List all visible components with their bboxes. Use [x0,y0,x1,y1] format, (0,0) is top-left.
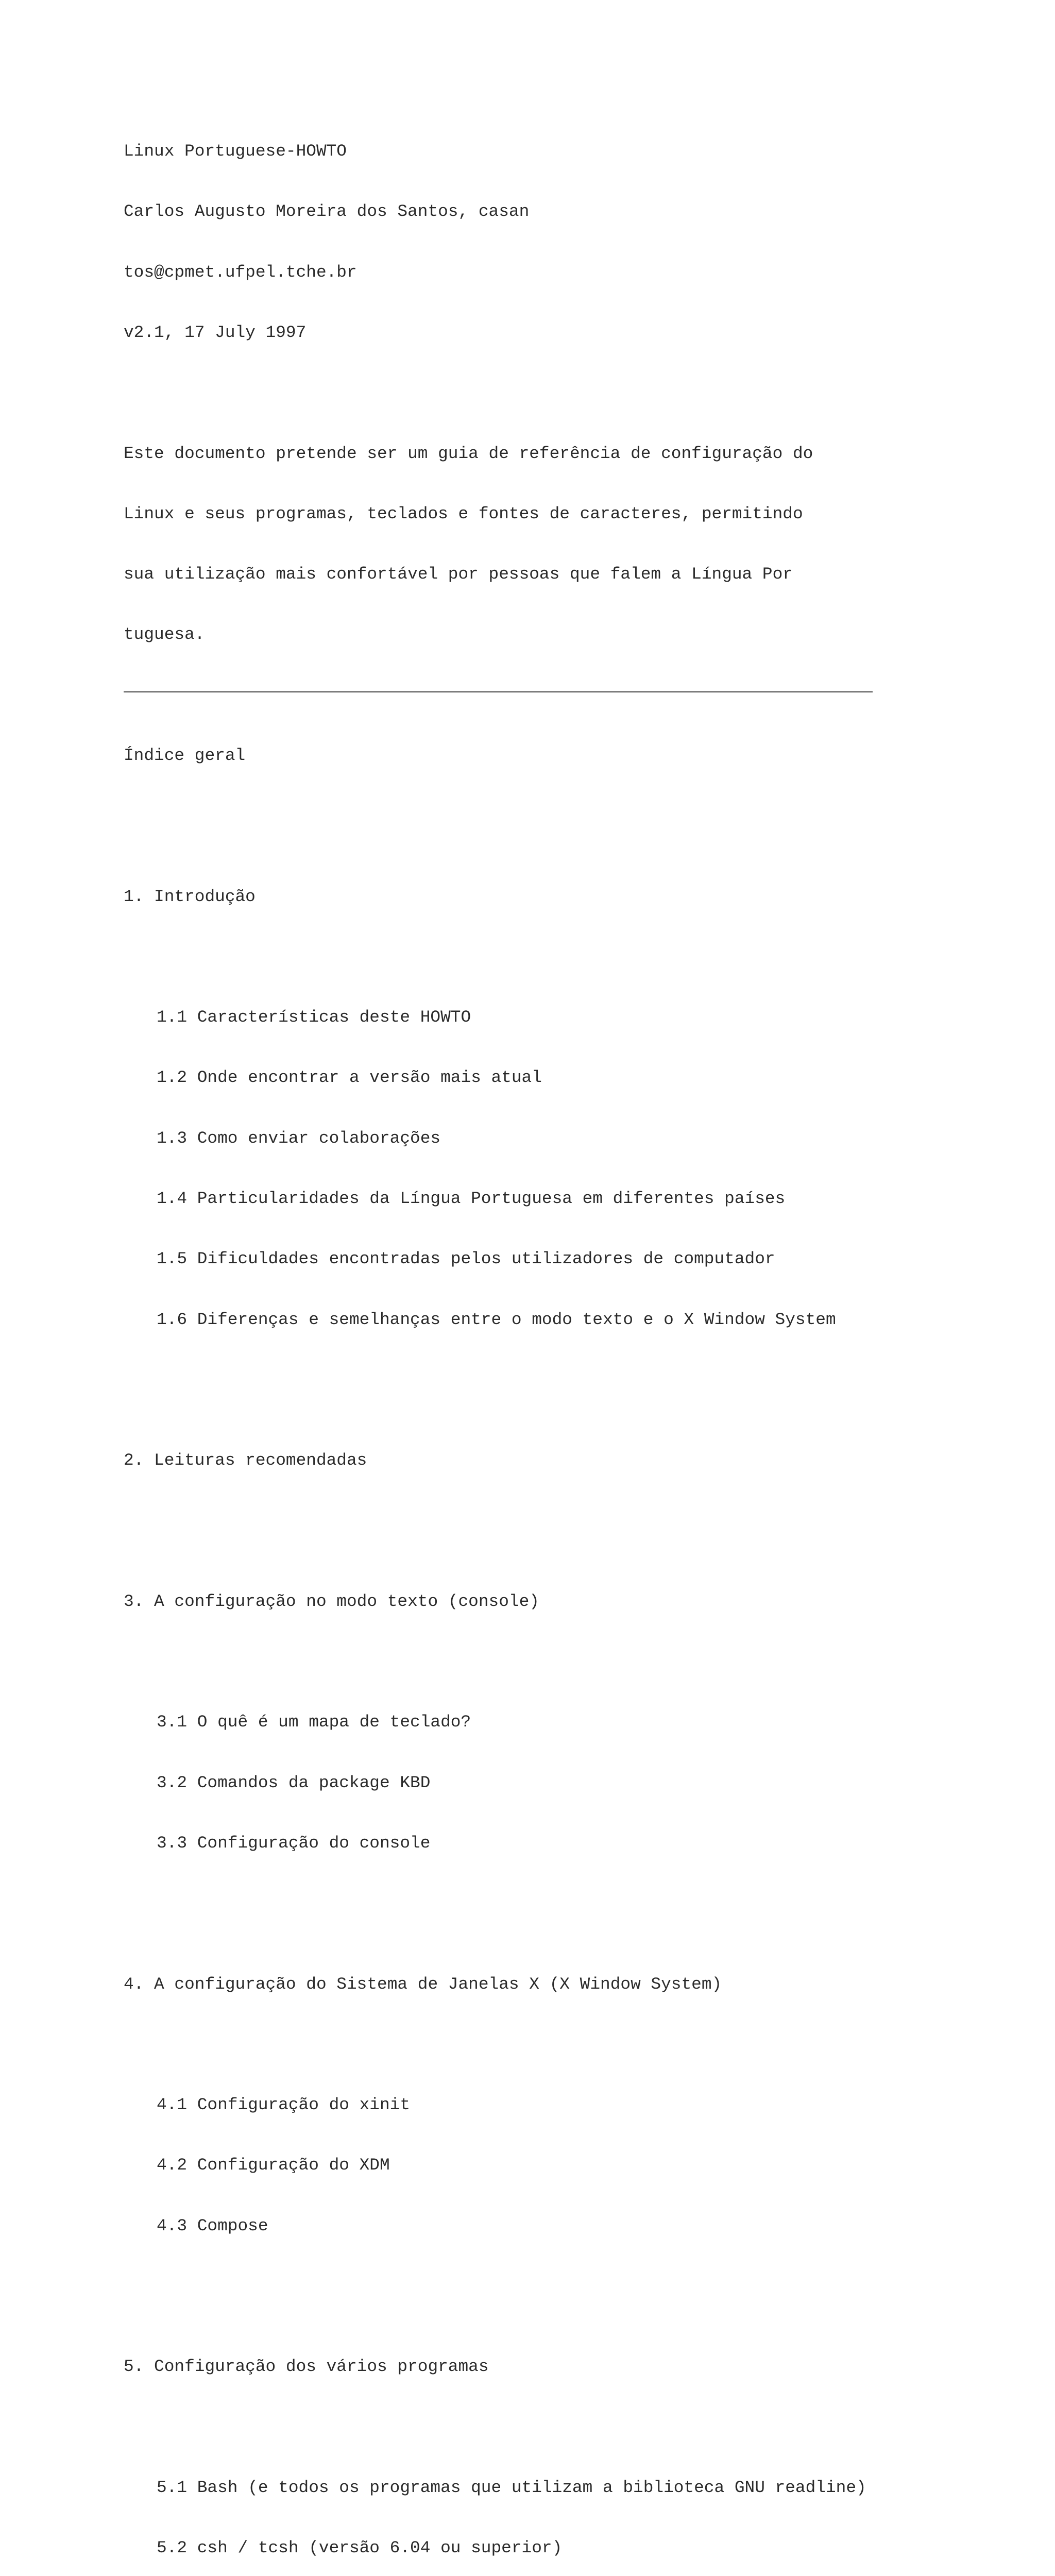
toc-section: 1. Introdução [124,887,256,906]
blank-line [124,1652,1020,1672]
toc-item: 4.3 Compose [157,2216,268,2235]
author-line: Carlos Augusto Moreira dos Santos, casan [124,202,530,222]
toc-heading: Índice geral [124,745,246,765]
toc-section: 4. A configuração do Sistema de Janelas X (X Window System) [124,1974,722,1994]
abstract-line: tuguesa. [124,625,205,645]
toc-item: 5.1 Bash (e todos os programas que utilizam a biblioteca GNU readline) [157,2478,866,2497]
toc-item: 1.5 Dificuldades encontradas pelos utilizadores de computador [157,1249,775,1269]
abstract-line: sua utilização mais confortável por pessoas que falem a Língua Por [124,565,793,584]
blank-line [124,383,1020,403]
toc-item: 3.1 O quê é um mapa de teclado? [157,1713,471,1732]
toc-item: 1.6 Diferenças e semelhanças entre o modo texto e o X Window System [157,1310,836,1329]
blank-line [124,2417,1020,2437]
toc-item: 1.4 Particularidades da Língua Portuguesa em diferentes países [157,1189,786,1208]
toc-section: 3. A configuração no modo texto (console) [124,1591,539,1611]
blank-line [124,1370,1020,1390]
blank-line [124,947,1020,967]
toc-item: 4.2 Configuração do XDM [157,2156,390,2175]
blank-line [124,1893,1020,1913]
blank-line [124,1511,1020,1531]
toc-section: 2. Leituras recomendadas [124,1451,367,1470]
toc-item: 1.1 Características deste HOWTO [157,1008,471,1027]
horizontal-rule [124,691,873,692]
toc-item: 3.2 Comandos da package KBD [157,1773,431,1792]
toc-section: 5. Configuração dos vários programas [124,2357,489,2377]
toc-item: 4.1 Configuração do xinit [157,2095,411,2115]
document-page [124,101,1020,2576]
blank-line [124,806,1020,826]
version-line: v2.1, 17 July 1997 [124,323,307,343]
toc-item: 5.2 csh / tcsh (versão 6.04 ou superior) [157,2538,563,2558]
author-email-line: tos@cpmet.ufpel.tche.br [124,262,357,282]
doc-title: Linux Portuguese-HOWTO [124,142,347,161]
abstract-line: Este documento pretende ser um guia de referência de configuração do [124,444,813,463]
abstract-line: Linux e seus programas, teclados e fontes de caracteres, permitindo [124,504,803,523]
toc-item: 1.2 Onde encontrar a versão mais atual [157,1068,542,1088]
toc-item: 3.3 Configuração do console [157,1833,431,1853]
toc-item: 1.3 Como enviar colaborações [157,1128,441,1148]
blank-line [124,2035,1020,2055]
blank-line [124,2276,1020,2296]
